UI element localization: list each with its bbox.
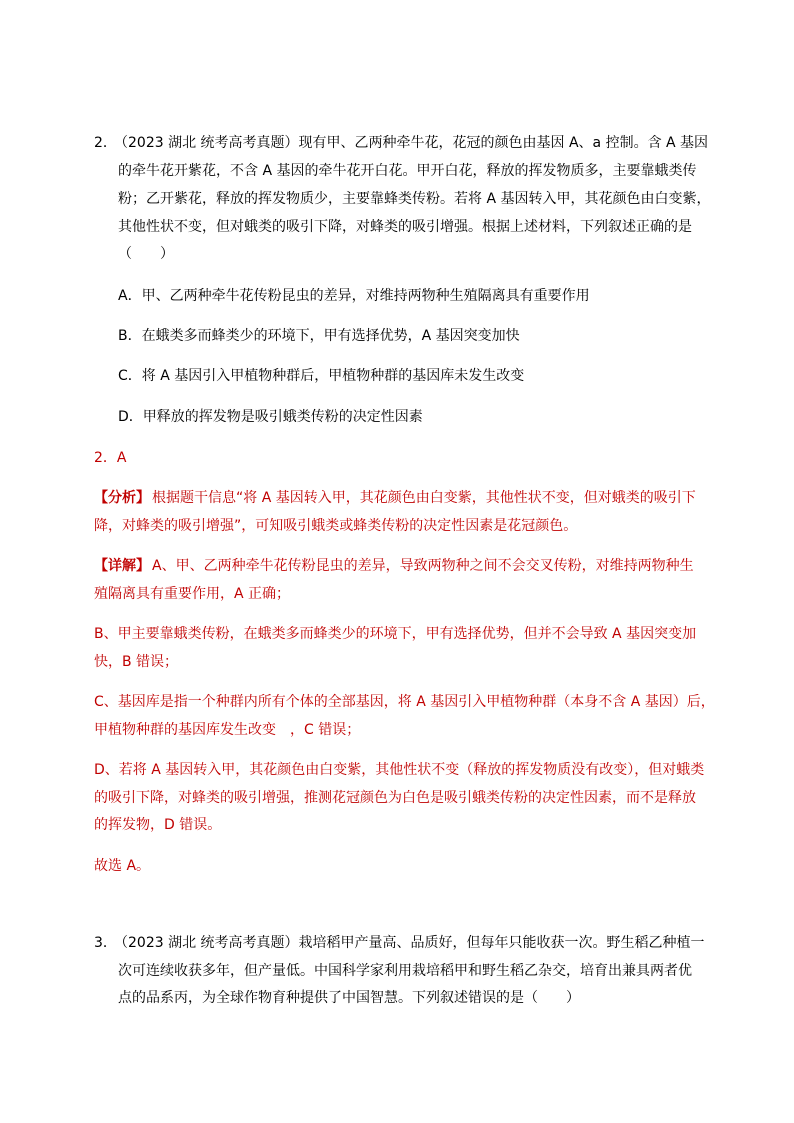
question-2-stem-line: 粉；乙开紫花，释放的挥发物质少，主要靠蜂类传粉。若将 A 基因转入甲，其花颜色由白变紫， (118, 191, 711, 207)
detail-b-line: 快，B 错误； (94, 654, 179, 670)
detail-c-line: C、基因库是指一个种群内所有个体的全部基因，将 A 基因引入甲植物种群（本身不含 A 基因）后， (94, 694, 715, 710)
option-d: D．甲释放的挥发物是吸引蛾类传粉的决定性因素 (118, 409, 423, 425)
detail-d-line: 的挥发物，D 错误。 (94, 817, 222, 833)
detail-a-line: 殖隔离具有重要作用，A 正确； (94, 586, 291, 602)
question-3-stem-line: 点的品系丙，为全球作物育种提供了中国智慧。下列叙述错误的是（ ） (118, 990, 580, 1006)
detail-c-line: 甲植物种群的基因库发生改变 ，C 错误； (94, 722, 361, 738)
answer-2-label: 2．A (94, 450, 127, 466)
detail-d-line: D、若将 A 基因转入甲，其花颜色由白变紫，其他性状不变（释放的挥发物质没有改变），但对蛾类 (94, 762, 705, 778)
option-a: A．甲、乙两种牵牛花传粉昆虫的差异，对维持两物种生殖隔离具有重要作用 (118, 288, 590, 304)
option-c: C．将 A 基因引入甲植物种群后，甲植物种群的基因库未发生改变 (118, 368, 525, 384)
question-2-number: 2． (94, 135, 117, 151)
question-3-number: 3． (94, 935, 117, 951)
conclusion: 故选 A。 (94, 858, 151, 874)
analysis-tag: 【分析】 (94, 490, 150, 506)
detail-a-line: A、甲、乙两种牵牛花传粉昆虫的差异，导致两物种之间不会交叉传粉，对维持两物种生 (152, 558, 694, 574)
detail-b-line: B、甲主要靠蛾类传粉，在蛾类多而蜂类少的环境下，甲有选择优势，但并不会导致 A 基因突变加 (94, 626, 697, 642)
question-2-stem-line: （2023 湖北 统考高考真题）现有甲、乙两种牵牛花，花冠的颜色由基因 A、a 控制。含 A 基因 (114, 135, 709, 151)
question-3-stem-line: 次可连续收获多年，但产量低。中国科学家利用栽培稻甲和野生稻乙杂交，培育出兼具两者优 (118, 963, 692, 979)
question-2-stem-line: 的牵牛花开紫花，不含 A 基因的牵牛花开白花。甲开白花，释放的挥发物质多，主要靠蛾类传 (118, 163, 697, 179)
analysis-text-line: 降，对蜂类的吸引增强”，可知吸引蛾类或蜂类传粉的决定性因素是花冠颜色。 (94, 518, 578, 534)
question-2-answer-blank: （ ） (118, 246, 174, 262)
option-b: B．在蛾类多而蜂类少的环境下，甲有选择优势，A 基因突变加快 (118, 328, 520, 344)
question-3-stem-line: （2023 湖北 统考高考真题）栽培稻甲产量高、品质好，但每年只能收获一次。野生稻乙种植一 (114, 935, 705, 951)
detail-d-line: 的吸引下降，对蜂类的吸引增强，推测花冠颜色为白色是吸引蛾类传粉的决定性因素，而不是释放 (94, 790, 696, 806)
question-2-stem-line: 其他性状不变，但对蛾类的吸引下降，对蜂类的吸引增强。根据上述材料，下列叙述正确的是 (118, 219, 692, 235)
detail-tag: 【详解】 (94, 558, 150, 574)
analysis-text-line: 根据题干信息“将 A 基因转入甲，其花颜色由白变紫，其他性状不变，但对蛾类的吸引下 (152, 490, 696, 506)
